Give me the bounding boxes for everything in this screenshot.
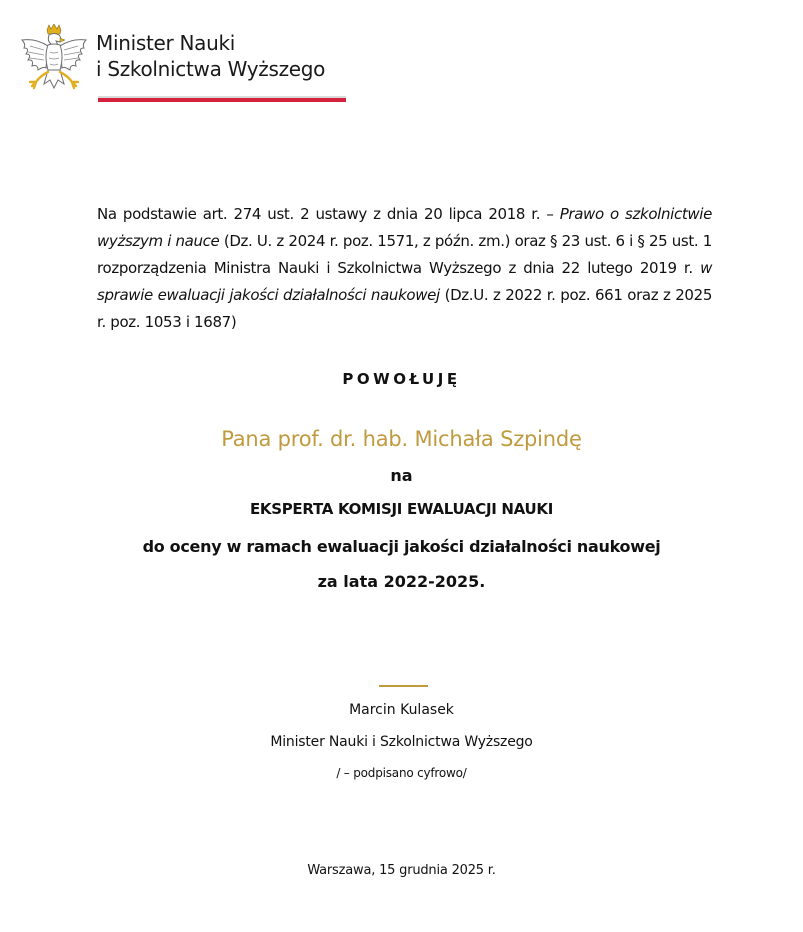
legal-basis-paragraph: [97, 201, 712, 336]
digital-signature-note: / – podpisano cyfrowo/: [336, 766, 467, 780]
appointment-role: EKSPERTA KOMISJI EWALUACJI NAUKI: [249, 500, 554, 518]
legal-basis-text-2: (Dz. U. z 2024 r. poz. 1571, z późn. zm.) oraz § 23 ust. 6 i § 25 ust. 1 rozporządzenia Ministra Nauki i Szkolnictwa Wyższego z dnia 22 lutego 2019 r.: [97, 232, 712, 277]
legal-basis-text-3: (Dz.U. z 2022 r. poz. 661 oraz z 2025 r. poz. 1053 i 1687): [97, 286, 713, 331]
legal-basis-act-title: Prawo o szkolnictwie wyższym i nauce: [97, 205, 713, 250]
place-and-date: Warszawa, 15 grudnia 2025 r.: [307, 863, 496, 878]
signature-divider: [379, 685, 428, 687]
signer-name: Marcin Kulasek: [349, 702, 454, 718]
ministry-header: [18, 24, 358, 106]
signer-title: Minister Nauki i Szkolnictwa Wyższego: [270, 734, 533, 750]
appointee-name: Pana prof. dr. hab. Michała Szpindę: [221, 427, 582, 451]
appointment-period: za lata 2022-2025.: [317, 572, 486, 591]
legal-basis-regulation-title: w sprawie ewaluacji jakości działalności naukowej: [97, 259, 712, 304]
decision-heading: POWOŁUJĘ: [342, 370, 461, 388]
ministry-name: [96, 30, 325, 82]
appointment-connector: na: [390, 466, 413, 485]
appointment-scope: do oceny w ramach ewaluacji jakości działalności naukowej: [142, 537, 661, 556]
polish-eagle-emblem-icon: [18, 24, 90, 104]
flag-stripe: [98, 96, 346, 102]
ministry-name-line2: i Szkolnictwa Wyższego: [96, 57, 326, 81]
flag-red-stripe: [98, 98, 346, 102]
ministry-name-line1: Minister Nauki: [96, 31, 236, 55]
legal-basis-text-1: Na podstawie art. 274 ust. 2 ustawy z dnia 20 lipca 2018 r. –: [97, 205, 560, 223]
